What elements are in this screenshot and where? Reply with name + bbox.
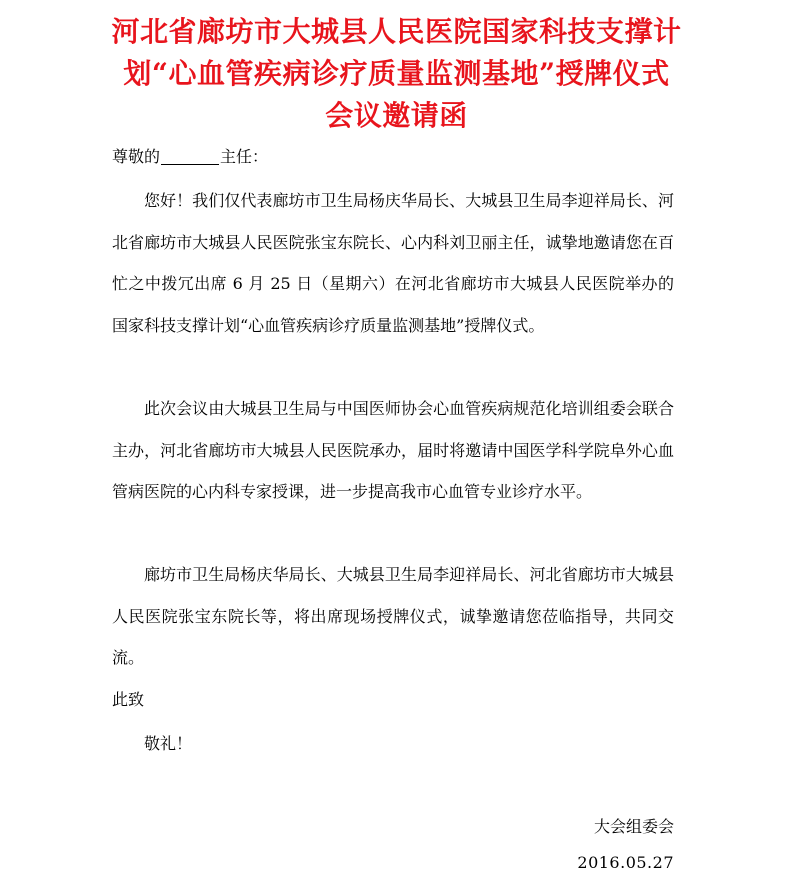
salutation-suffix: 主任：	[220, 147, 269, 166]
title-line-2: 划“心血管疾病诊疗质量监测基地”授牌仪式	[123, 57, 670, 90]
organizer-signature: 大会组委会	[593, 817, 674, 836]
salutation-prefix: 尊敬的	[112, 147, 161, 166]
name-blank-line	[161, 146, 219, 165]
paragraph-attendees: 廊坊市卫生局杨庆华局长、大城县卫生局李迎祥局长、河北省廊坊市大城县人民医院张宝东院长等，将出席现场授牌仪式，诚挚邀请您莅临指导，共同交流。	[112, 565, 674, 668]
regards: 敬礼！	[144, 734, 193, 753]
document-date: 2016.05.27	[577, 853, 674, 872]
title-line-1: 河北省廊坊市大城县人民医院国家科技支撑计	[111, 15, 682, 48]
title-line-3: 会议邀请函	[325, 99, 468, 132]
paragraph-organizers: 此次会议由大城县卫生局与中国医师协会心血管疾病规范化培训组委会联合主办，河北省廊坊市大城县人民医院承办，届时将邀请中国医学科学院阜外心血管病医院的心内科专家授课，进一步提高我市心血管专业诊疗水平。	[112, 399, 674, 502]
closing: 此致	[112, 690, 145, 709]
paragraph-invitation: 您好！我们仅代表廊坊市卫生局杨庆华局长、大城县卫生局李迎祥局长、河北省廊坊市大城县人民医院张宝东院长、心内科刘卫丽主任，诚挚地邀请您在百忙之中拨冗出席 6 月 25 日（星期六）在河北省廊坊市大城县人民医院举办的国家科技支撑计划“心血管疾病诊疗质量监测基地”授牌仪式。	[112, 191, 674, 336]
salutation	[112, 143, 268, 171]
